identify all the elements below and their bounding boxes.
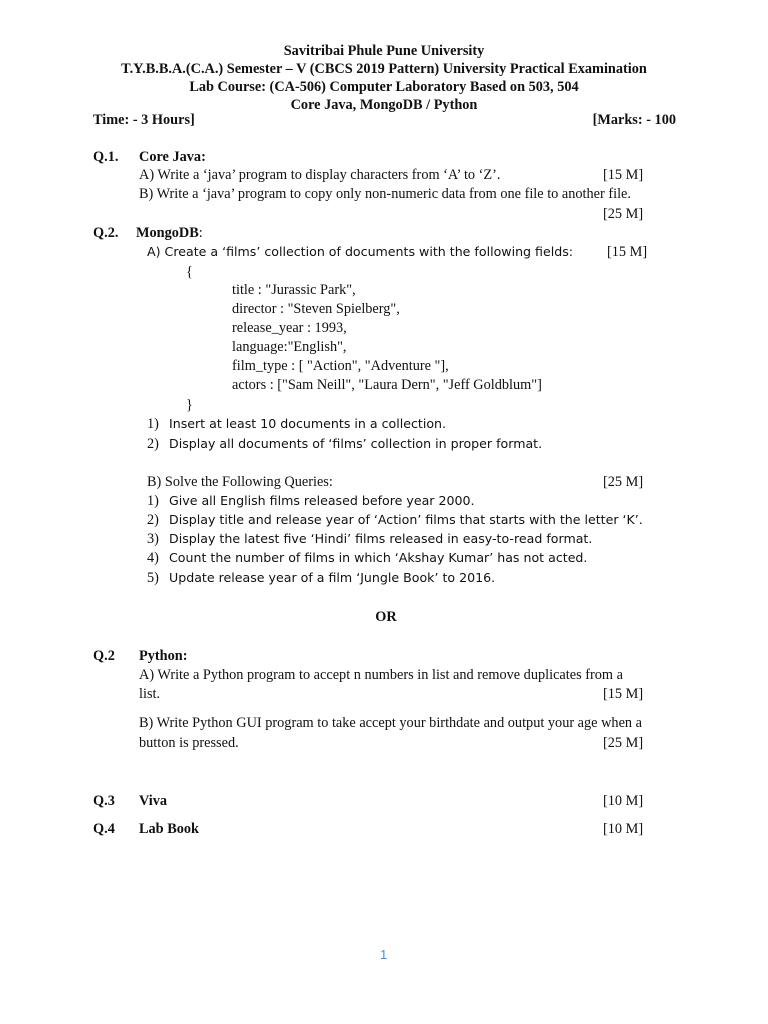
q4-number: Q.4: [93, 821, 115, 837]
q1-number: Q.1.: [93, 149, 119, 165]
q2-mongo-b-text: B) Solve the Following Queries:: [147, 474, 333, 490]
q3-number: Q.3: [93, 793, 115, 809]
query-number: 1): [147, 493, 159, 509]
q1-b-text: B) Write a ‘java’ program to copy only non-numeric data from one file to another file.: [139, 186, 631, 202]
q1-a-text: A) Write a ‘java’ program to display characters from ‘A’ to ‘Z’.: [139, 167, 501, 183]
q2-mongo-a-marks: [15 M]: [607, 244, 648, 260]
q2-python-b-line2: button is pressed.: [139, 735, 239, 751]
q2-mongo-title-colon: :: [198, 225, 203, 241]
q2-python-a-line1: A) Write a Python program to accept n numbers in list and remove duplicates from a: [139, 667, 623, 683]
json-brace-open: {: [186, 264, 193, 280]
q2-python-title: Python:: [139, 648, 188, 664]
subjects-title: Core Java, MongoDB / Python: [290, 97, 478, 113]
q2-python-b-line1: B) Write Python GUI program to take accept your birthdate and output your age when a: [139, 715, 642, 731]
q1-a-marks: [15 M]: [603, 167, 644, 183]
q2-mongo-title: MongoDB: [136, 225, 199, 241]
json-field: release_year : 1993,: [232, 320, 347, 336]
q2-mongo-a-text: A) Create a ‘films’ collection of documents with the following fields:: [147, 244, 574, 259]
q3-title: Viva: [139, 793, 168, 809]
exam-title: T.Y.B.B.A.(C.A.) Semester – V (CBCS 2019 Pattern) University Practical Examination: [121, 61, 647, 77]
query-number: 4): [147, 550, 159, 566]
query-number: 2): [147, 512, 159, 528]
json-field: actors : ["Sam Neill", "Laura Dern", "Jeff Goldblum"]: [232, 377, 542, 393]
exam-marks: [Marks: - 100: [592, 112, 676, 128]
query-text: Give all English films released before year 2000.: [169, 493, 475, 508]
q2-mongo-number: Q.2.: [93, 225, 119, 241]
json-field: film_type : [ "Action", "Adventure "],: [232, 358, 449, 374]
task-number: 1): [147, 416, 159, 432]
q2-python-a-line2: list.: [139, 686, 161, 702]
json-field: director : "Steven Spielberg",: [232, 301, 400, 317]
task-text: Insert at least 10 documents in a collection.: [169, 416, 447, 431]
query-text: Update release year of a film ‘Jungle Book’ to 2016.: [169, 570, 496, 585]
university-name: Savitribai Phule Pune University: [283, 43, 485, 59]
q4-title: Lab Book: [139, 821, 199, 837]
q4-marks: [10 M]: [603, 821, 644, 837]
task-text: Display all documents of ‘films’ collection in proper format.: [169, 436, 543, 451]
q2-python-a-marks: [15 M]: [603, 686, 644, 702]
q2-mongo-title-line: [136, 224, 203, 242]
q1-title: Core Java:: [139, 149, 206, 165]
json-field: title : "Jurassic Park",: [232, 282, 356, 298]
json-field: language:"English",: [232, 339, 347, 355]
query-text: Count the number of films in which ‘Akshay Kumar’ has not acted.: [169, 550, 588, 565]
query-number: 3): [147, 531, 159, 547]
exam-time: Time: - 3 Hours]: [93, 112, 195, 128]
query-text: Display the latest five ‘Hindi’ films released in easy-to-read format.: [169, 531, 593, 546]
json-brace-close: }: [186, 397, 193, 413]
course-title: Lab Course: (CA-506) Computer Laboratory Based on 503, 504: [189, 79, 579, 95]
task-number: 2): [147, 436, 159, 452]
q2-python-number: Q.2: [93, 648, 115, 664]
or-separator: OR: [375, 609, 397, 625]
q1-b-marks: [25 M]: [603, 206, 644, 222]
q2-python-b-marks: [25 M]: [603, 735, 644, 751]
query-number: 5): [147, 570, 159, 586]
q2-mongo-b-marks: [25 M]: [603, 474, 644, 490]
page-number: 1: [380, 947, 388, 962]
query-text: Display title and release year of ‘Action’ films that starts with the letter ‘K’.: [169, 512, 643, 527]
q3-marks: [10 M]: [603, 793, 644, 809]
